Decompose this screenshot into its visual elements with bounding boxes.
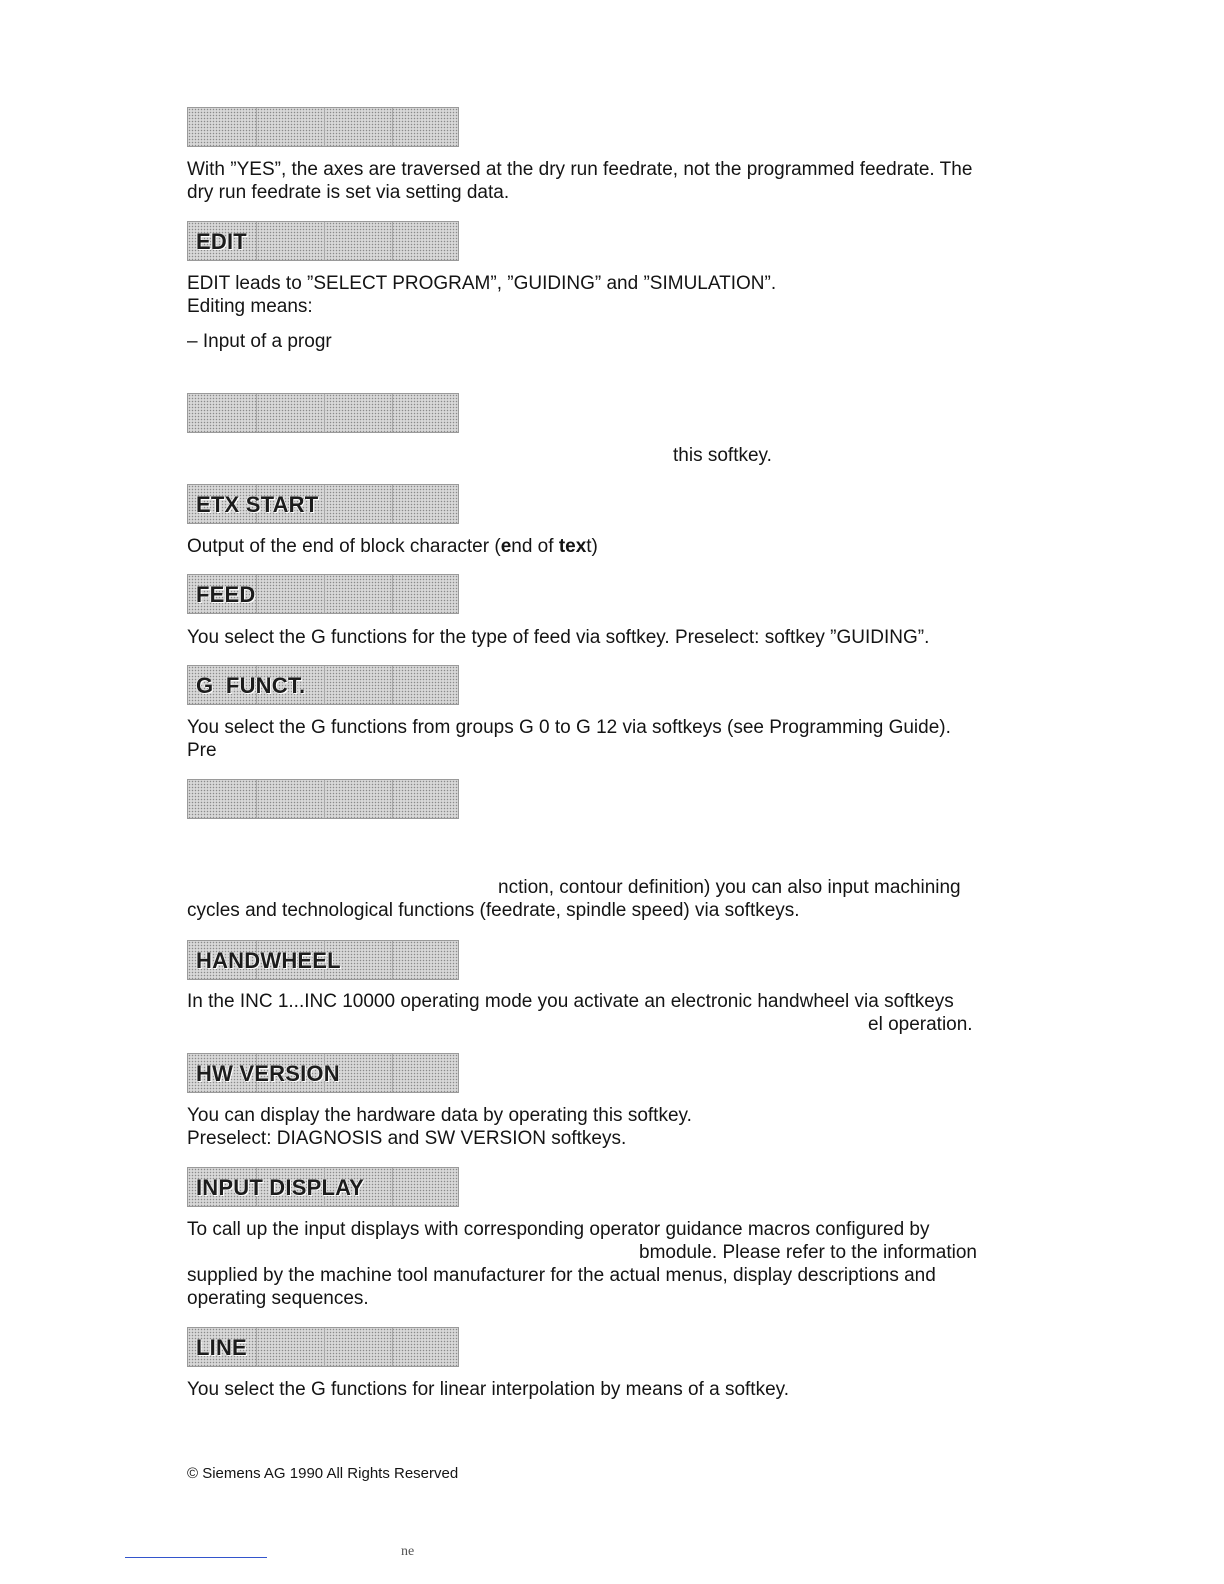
etx-desc-part: Output of the end of block character ( xyxy=(187,536,501,557)
softkey-divider xyxy=(256,1328,257,1366)
softkey-divider xyxy=(324,780,325,818)
softkey-divider xyxy=(392,666,393,704)
handwheel-text-line-2: el operation. xyxy=(868,1014,973,1035)
softkey-divider xyxy=(392,108,393,146)
softkey-blank-2[interactable] xyxy=(187,393,459,433)
softkey-divider xyxy=(256,394,257,432)
softkey-divider xyxy=(324,1328,325,1366)
g-funct-text-line-2: Pre xyxy=(187,740,217,761)
softkey-label: HANDWHEEL xyxy=(196,948,341,973)
softkey-divider xyxy=(256,575,257,613)
dry-run-text-line-1: With ”YES”, the axes are traversed at the dry run feedrate, not the programmed feedrate. The xyxy=(187,159,973,180)
g-funct-text-line-1: You select the G functions from groups G 0 to G 12 via softkeys (see Programming Guide). xyxy=(187,717,951,738)
softkey-divider xyxy=(324,666,325,704)
edit-text-line-1: EDIT leads to ”SELECT PROGRAM”, ”GUIDING” and ”SIMULATION”. xyxy=(187,273,777,294)
etx-desc-bold-e: e xyxy=(500,536,512,557)
softkey-label: EDIT xyxy=(196,229,247,254)
line-text-line-1: You select the G functions for linear interpolation by means of a softkey. xyxy=(187,1379,790,1400)
softkey-label: FEED xyxy=(196,582,256,607)
guiding-text-line-1: nction, contour definition) you can also input machining xyxy=(498,877,961,898)
etx-desc-part: nd of xyxy=(511,536,559,557)
softkey-feed[interactable] xyxy=(187,574,459,614)
bottom-text-fragment: ne xyxy=(401,1544,415,1559)
softkey-divider xyxy=(392,1168,393,1206)
softkey-divider xyxy=(324,108,325,146)
input-display-text-line-4: operating sequences. xyxy=(187,1288,369,1309)
dry-run-text-line-2: dry run feedrate is set via setting data. xyxy=(187,182,510,203)
copyright-notice: © Siemens AG 1990 All Rights Reserved xyxy=(187,1465,459,1482)
softkey-divider xyxy=(392,222,393,260)
input-display-text-line-2: bmodule. Please refer to the information xyxy=(639,1242,977,1263)
softkey-divider xyxy=(256,222,257,260)
softkey-divider xyxy=(392,941,393,979)
softkey-label: HW VERSION xyxy=(196,1061,340,1086)
softkey-label: INPUT DISPLAY xyxy=(196,1175,365,1200)
blank-softkey-text-fragment: this softkey. xyxy=(673,445,772,466)
softkey-label: LINE xyxy=(196,1335,247,1360)
softkey-divider xyxy=(392,575,393,613)
softkey-line[interactable] xyxy=(187,1327,459,1367)
etx-start-description xyxy=(187,535,598,558)
etx-desc-part: t) xyxy=(586,536,598,557)
softkey-divider xyxy=(256,108,257,146)
softkey-divider xyxy=(324,575,325,613)
edit-bullet-item: – Input of a progr xyxy=(187,331,332,352)
softkey-divider xyxy=(392,780,393,818)
softkey-g-funct[interactable] xyxy=(187,665,459,705)
hw-version-text-line-1: You can display the hardware data by operating this softkey. xyxy=(187,1105,692,1126)
softkey-divider xyxy=(324,394,325,432)
softkey-divider xyxy=(392,485,393,523)
edit-text-line-2: Editing means: xyxy=(187,296,313,317)
hw-version-text-line-2: Preselect: DIAGNOSIS and SW VERSION softkeys. xyxy=(187,1128,627,1149)
guiding-text-line-2: cycles and technological functions (feedrate, spindle speed) via softkeys. xyxy=(187,900,800,921)
softkey-divider xyxy=(324,485,325,523)
input-display-text-line-3: supplied by the machine tool manufacturer for the actual menus, display descriptions and xyxy=(187,1265,936,1286)
softkey-divider xyxy=(392,1328,393,1366)
softkey-divider xyxy=(324,222,325,260)
softkey-input-display[interactable] xyxy=(187,1167,459,1207)
bottom-link-underline[interactable] xyxy=(125,1557,267,1558)
softkey-blank-3[interactable] xyxy=(187,779,459,819)
softkey-handwheel[interactable] xyxy=(187,940,459,980)
feed-text-line-1: You select the G functions for the type of feed via softkey. Preselect: softkey ”GUIDING”. xyxy=(187,627,930,648)
handwheel-text-line-1: In the INC 1...INC 10000 operating mode you activate an electronic handwheel via softkeys xyxy=(187,991,954,1012)
softkey-label: G FUNCT. xyxy=(196,673,306,698)
etx-desc-bold-tex: tex xyxy=(558,536,587,557)
softkey-divider xyxy=(392,1054,393,1092)
softkey-hw-version[interactable] xyxy=(187,1053,459,1093)
input-display-text-line-1: To call up the input displays with corresponding operator guidance macros configured by xyxy=(187,1219,930,1240)
softkey-label: ETX START xyxy=(196,492,319,517)
softkey-edit[interactable] xyxy=(187,221,459,261)
softkey-blank-1[interactable] xyxy=(187,107,459,147)
softkey-divider xyxy=(256,780,257,818)
softkey-divider xyxy=(392,394,393,432)
softkey-etx-start[interactable] xyxy=(187,484,459,524)
